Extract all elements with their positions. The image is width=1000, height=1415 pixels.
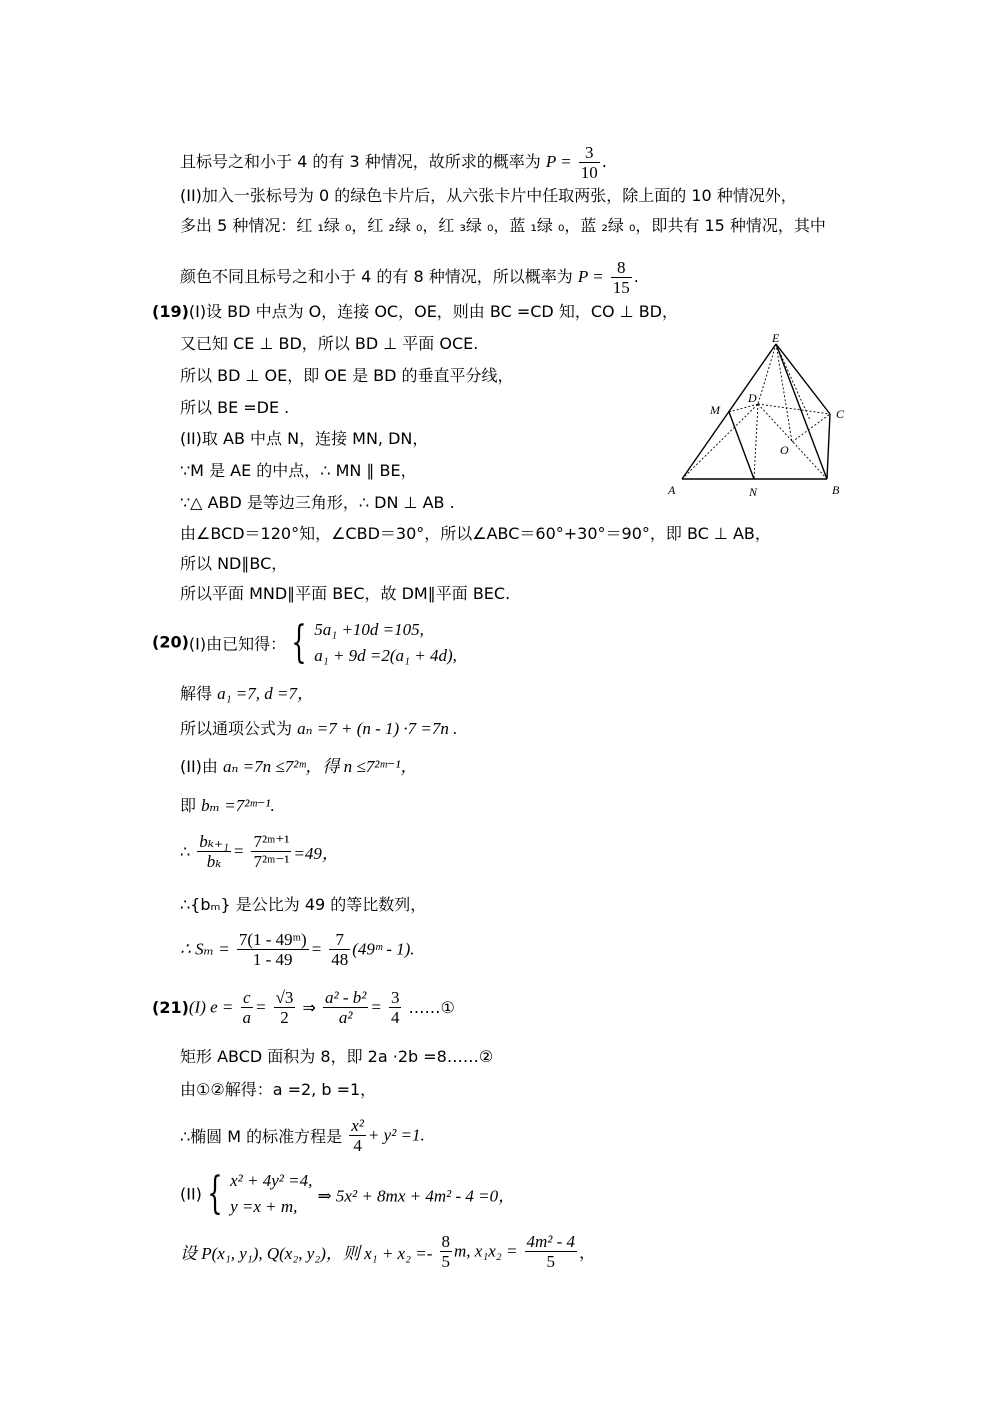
fraction: $\frac{\text{7(1 - 49ᵐ)}}{1 - 49}$: [238, 930, 307, 969]
edge-eo: [776, 344, 792, 442]
fraction: $\frac{\text{4m² - 4}}{5}$: [526, 1232, 576, 1271]
p19-line5: (II)取 AB 中点 N，连接 MN, DN，: [180, 429, 429, 448]
p21-line2: 矩形 ABCD 面积为 8，即 2a ·2b =8……②: [180, 1047, 494, 1066]
pyramid-figure: [660, 330, 860, 505]
p20-line8: ∴ Sₘ = $\frac{\text{7(1 - 49ᵐ)}}{1 - 49}$ = $\frac{7}{48}$ (49ᵐ - 1).: [180, 930, 415, 969]
p18-line2: (II)加入一张标号为 0 的绿色卡片后，从六张卡片中任取两张，除上面的 10 种情况外，: [180, 186, 797, 205]
edge-dc: [758, 404, 830, 414]
fraction: $\frac{8}{5}$: [441, 1232, 450, 1271]
p18-line4: 颜色不同且标号之和小于 4 的有 8 种情况，所以概率为 P = $\frac{8}{15}$ .: [180, 258, 639, 297]
label-o: O: [780, 443, 789, 457]
equation-system: 5a₁ +10d =105, a₁ + 9d =2(a₁ + 4d),: [314, 620, 457, 665]
p19-line9: 所以 ND∥BC，: [180, 554, 288, 573]
p19-line1: (19)(I)设 BD 中点为 O，连接 OC，OE，则由 BC =CD 知，CO ⊥ BD，: [152, 302, 678, 321]
p20-line7: ∴{bₘ} 是公比为 49 的等比数列，: [180, 895, 427, 914]
edge-ae: [682, 344, 776, 479]
label-m: M: [710, 403, 720, 417]
label-b: B: [832, 483, 840, 497]
fraction: $\frac{c}{a}$: [242, 988, 251, 1027]
math-p: P =: [545, 152, 572, 171]
fraction: $\frac{\text{bₖ₊₁}}{\text{bₖ}}$: [199, 832, 229, 871]
p19-line7: ∵△ ABD 是等边三角形，∴ DN ⊥ AB .: [180, 493, 455, 512]
p19-line6: ∵M 是 AE 的中点，∴ MN ∥ BE，: [180, 461, 417, 480]
edge-dn: [754, 404, 758, 479]
p20-line4: (II)由 aₙ =7n ≤7²ᵐ，得 n ≤7²ᵐ⁻¹，: [180, 757, 418, 776]
p20-line2: 解得 a₁ =7, d =7，: [180, 684, 314, 703]
p19-line2: 又已知 CE ⊥ BD，所以 BD ⊥ 平面 OCE.: [180, 334, 479, 353]
p21-line6: 设 P(x₁, y₁), Q(x₂, y₂)，则 x₁ + x₂ =- $\frac{8}{5}$ m, x₁x₂ = $\frac{\text{4m² - 4}}{5}$ ，: [180, 1232, 596, 1271]
edge-ad: [682, 404, 758, 479]
p19-line3: 所以 BD ⊥ OE，即 OE 是 BD 的垂直平分线，: [180, 366, 514, 385]
p18-line1: 且标号之和小于 4 的有 3 种情况，故所求的概率为 P = $\frac{3}{10}$ .: [180, 143, 607, 182]
fraction: $\frac{8}{15}$: [612, 258, 630, 297]
p21-line5: (II) { x² + 4y² =4, y =x + m, ⇒ 5x² + 8mx + 4m² - 4 =0，: [180, 1168, 516, 1219]
p19-line4: 所以 BE =DE .: [180, 398, 290, 417]
label-d: D: [748, 391, 757, 405]
edge-ed: [758, 344, 776, 404]
p18-line3: 多出 5 种情况：红 ₁绿 ₀，红 ₂绿 ₀，红 ₃绿 ₀，蓝 ₁绿 ₀，蓝 ₂绿 ₀，即共有 15 种情况，其中: [180, 216, 826, 235]
p21-line1: (21)(I) e = $\frac{c}{a}$ = $\frac{√3}{2}$ ⇒ $\frac{\text{a² - b²}}{\text{a²}}$ = $\frac{3}{4}$ ……①: [152, 988, 455, 1027]
p19-line10: 所以平面 MND∥平面 BEC，故 DM∥平面 BEC.: [180, 584, 511, 603]
p19-line8: 由∠BCD＝120°知，∠CBD＝30°，所以∠ABC＝60°+30°＝90°，即 BC ⊥ AB，: [180, 524, 771, 543]
label-a: A: [668, 483, 676, 497]
p20-line6: ∴ $\frac{\text{bₖ₊₁}}{\text{bₖ}}$ = $\frac{\text{7²ᵐ⁺¹}}{\text{7²ᵐ⁻¹}}$ =49，: [180, 832, 339, 871]
fraction: $\frac{7}{48}$: [331, 930, 349, 969]
problem-number: (20): [152, 632, 189, 652]
brace: {: [291, 617, 307, 668]
fraction: $\frac{√3}{2}$: [275, 988, 294, 1027]
problem-number: (19): [152, 302, 189, 321]
fraction: $\frac{3}{10}$: [580, 143, 598, 182]
edge-mn: [729, 412, 754, 479]
label-c: C: [836, 407, 845, 421]
p20-line3: 所以通项公式为 aₙ =7 + (n - 1) ·7 =7n .: [180, 719, 458, 738]
edge-eb: [776, 344, 827, 479]
fraction: $\frac{\text{a² - b²}}{\text{a²}}$: [325, 988, 367, 1027]
p20-line5: 即 bₘ =7²ᵐ⁻¹.: [180, 796, 275, 815]
equation-system: x² + 4y² =4, y =x + m,: [230, 1171, 313, 1216]
p21-line3: 由①②解得：a =2, b =1，: [180, 1080, 377, 1099]
fraction: $\frac{\text{7²ᵐ⁺¹}}{\text{7²ᵐ⁻¹}}$: [253, 832, 290, 871]
edge-cb: [827, 414, 830, 479]
problem-number: (21): [152, 998, 189, 1017]
brace: {: [207, 1168, 223, 1219]
fraction: $\frac{\text{x²}}{4}$: [351, 1116, 364, 1155]
label-n: N: [749, 485, 758, 499]
p21-line4: ∴椭圆 M 的标准方程是 $\frac{\text{x²}}{4}$ + y² =1.: [180, 1116, 425, 1155]
p20-line1: (20)(I)由已知得： { 5a₁ +10d =105, a₁ + 9d =2(a₁ + 4d),: [152, 617, 457, 668]
fraction: $\frac{3}{4}$: [390, 988, 400, 1027]
label-e: E: [772, 331, 780, 345]
